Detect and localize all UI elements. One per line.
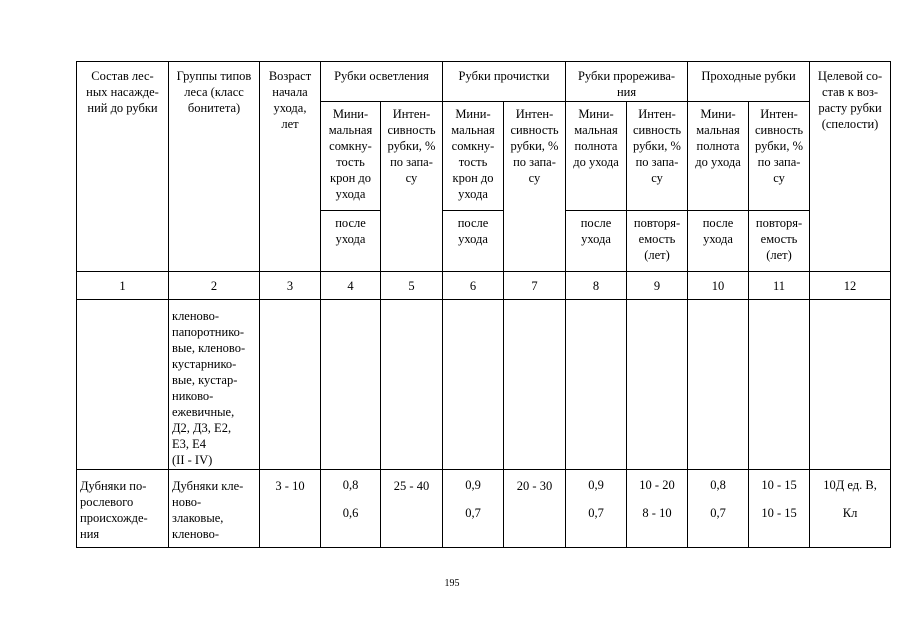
column-number: 6: [443, 272, 504, 300]
column-number: 2: [169, 272, 260, 300]
header-passing-int: Интен- сивность рубки, % по запа- су: [749, 102, 810, 211]
cell-passing-min: [688, 300, 749, 470]
cell-cleaning-min: 0,9 0,7: [443, 470, 504, 548]
header-start-age: Возраст начала ухода, лет: [260, 62, 321, 272]
cell-forest-groups: Дубняки кле- ново- злаковые, кленово-: [169, 470, 260, 548]
cell-cleaning-int: [504, 300, 566, 470]
column-number: 8: [566, 272, 627, 300]
header-after-passing: после ухода: [688, 211, 749, 272]
cell-passing-int: [749, 300, 810, 470]
cell-cleaning-min: [443, 300, 504, 470]
header-forest-groups: Группы типов леса (класс бонитета): [169, 62, 260, 272]
header-cleaning-min: Мини- мальная сомкну- тость крон до ухода: [443, 102, 504, 211]
cell-composition: [77, 300, 169, 470]
column-number: 11: [749, 272, 810, 300]
column-number-row: [77, 272, 891, 300]
header-cleaning-int: Интен- сивность рубки, % по запа- су: [504, 102, 566, 272]
column-number: 9: [627, 272, 688, 300]
cell-clearing-int: [381, 300, 443, 470]
cell-clearing-min: 0,8 0,6: [321, 470, 381, 548]
header-thinning: Рубки прорежива- ния: [566, 62, 688, 102]
header-after-thinning: после ухода: [566, 211, 627, 272]
cell-start-age: 3 - 10: [260, 470, 321, 548]
header-target: Целевой со- став к воз- расту рубки (спелости): [810, 62, 891, 272]
cell-clearing-int: 25 - 40: [381, 470, 443, 548]
cell-clearing-min: [321, 300, 381, 470]
cell-thinning-min: 0,9 0,7: [566, 470, 627, 548]
page-number: 195: [444, 578, 460, 589]
cell-start-age: [260, 300, 321, 470]
cell-thinning-min: [566, 300, 627, 470]
header-passing: Проходные рубки: [688, 62, 810, 102]
column-number: 12: [810, 272, 891, 300]
header-passing-min: Мини- мальная полнота до ухода: [688, 102, 749, 211]
header-row: [77, 62, 891, 102]
header-after-cleaning: после ухода: [443, 211, 504, 272]
header-clearing-int: Интен- сивность рубки, % по запа- су: [381, 102, 443, 272]
column-number: 5: [381, 272, 443, 300]
header-repeat-thinning: повторя- емость (лет): [627, 211, 688, 272]
column-number: 7: [504, 272, 566, 300]
cell-composition: Дубняки по- рослевого происхожде- ния: [77, 470, 169, 548]
cell-passing-min: 0,8 0,7: [688, 470, 749, 548]
table-row: [77, 300, 891, 470]
cell-cleaning-int: 20 - 30: [504, 470, 566, 548]
table-row: [77, 470, 891, 548]
cell-forest-groups: кленово- папоротнико- вые, кленово- кустарнико- вые, кустар- никово- ежевичные, Д2, Д3, Е2, Е3, Е4 (II - IV): [169, 300, 260, 470]
cell-thinning-int: [627, 300, 688, 470]
cell-target: [810, 300, 891, 470]
header-clearing-min: Мини- мальная сомкну- тость крон до ухода: [321, 102, 381, 211]
cell-passing-int: 10 - 15 10 - 15: [749, 470, 810, 548]
header-thinning-min: Мини- мальная полнота до ухода: [566, 102, 627, 211]
column-number: 10: [688, 272, 749, 300]
header-thinning-int: Интен- сивность рубки, % по запа- су: [627, 102, 688, 211]
cell-thinning-int: 10 - 20 8 - 10: [627, 470, 688, 548]
header-repeat-passing: повторя- емость (лет): [749, 211, 810, 272]
column-number: 1: [77, 272, 169, 300]
header-cleaning: Рубки прочистки: [443, 62, 566, 102]
column-number: 4: [321, 272, 381, 300]
column-number: 3: [260, 272, 321, 300]
header-after-clearing: после ухода: [321, 211, 381, 272]
header-composition: Состав лес- ных насажде- ний до рубки: [77, 62, 169, 272]
header-clearing: Рубки осветления: [321, 62, 443, 102]
cell-target: 10Д ед. В, Кл: [810, 470, 891, 548]
forest-care-table: [76, 61, 891, 548]
